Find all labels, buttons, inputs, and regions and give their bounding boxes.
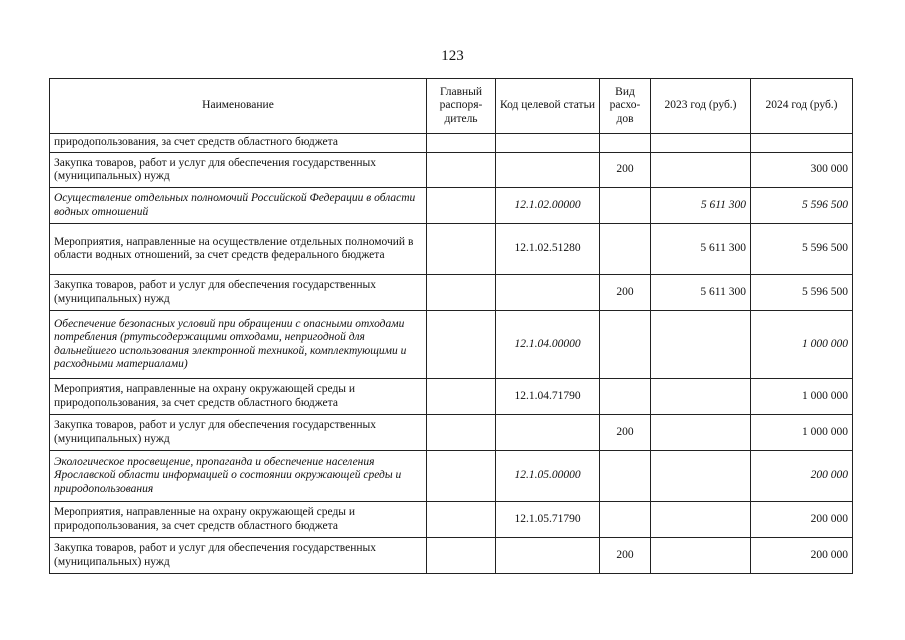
table-body [50,134,853,574]
row-name: Мероприятия, направленные на охрану окружающей среды и природопользования, за счет средств областного бюджета [50,502,427,538]
row-main-manager [427,451,496,502]
row-target-code: 12.1.04.00000 [496,311,600,379]
row-name: Экологическое просвещение, пропаганда и обеспечение населения Ярославской области информацией о состоянии окружающей среды и природопользования [50,451,427,502]
row-amount-2024: 5 596 500 [751,224,853,275]
row-main-manager [427,153,496,188]
row-expense-type [600,379,651,415]
header-expense-type: Вид расхо-дов [600,79,651,134]
row-main-manager [427,224,496,275]
row-amount-2024: 1 000 000 [751,415,853,451]
table-row [50,134,853,153]
row-main-manager [427,275,496,311]
row-name: Мероприятия, направленные на охрану окружающей среды и природопользования, за счет средств областного бюджета [50,379,427,415]
row-amount-2023 [651,311,751,379]
row-amount-2024: 300 000 [751,153,853,188]
row-amount-2023 [651,502,751,538]
row-expense-type [600,224,651,275]
row-expense-type [600,451,651,502]
row-expense-type: 200 [600,275,651,311]
row-target-code [496,153,600,188]
row-name: Закупка товаров, работ и услуг для обеспечения государственных (муниципальных) нужд [50,415,427,451]
row-main-manager [427,379,496,415]
row-main-manager [427,538,496,574]
table-row [50,415,853,451]
table-row [50,538,853,574]
row-expense-type: 200 [600,538,651,574]
table-row [50,224,853,275]
row-name: Мероприятия, направленные на осуществление отдельных полномочий в области водных отношений, за счет средств федерального бюджета [50,224,427,275]
row-expense-type [600,134,651,153]
table-row [50,311,853,379]
row-main-manager [427,311,496,379]
header-target-code: Код целевой статьи [496,79,600,134]
row-amount-2023 [651,153,751,188]
row-amount-2024: 5 596 500 [751,188,853,224]
table-header [50,79,853,134]
table-row [50,502,853,538]
row-amount-2023 [651,451,751,502]
row-amount-2023 [651,538,751,574]
row-expense-type [600,311,651,379]
row-target-code [496,415,600,451]
row-expense-type: 200 [600,153,651,188]
row-target-code: 12.1.05.00000 [496,451,600,502]
row-name: Обеспечение безопасных условий при обращении с опасными отходами потребления (ртутьсодержащими отходами, непригодной для дальнейшего использования электронной техникой, комплектующими и расходными материалами) [50,311,427,379]
table-row [50,451,853,502]
row-main-manager [427,134,496,153]
row-target-code [496,134,600,153]
row-amount-2024: 1 000 000 [751,311,853,379]
row-name: Закупка товаров, работ и услуг для обеспечения государственных (муниципальных) нужд [50,275,427,311]
header-2024: 2024 год (руб.) [751,79,853,134]
row-expense-type: 200 [600,415,651,451]
row-amount-2023 [651,379,751,415]
row-target-code: 12.1.04.71790 [496,379,600,415]
row-amount-2024: 200 000 [751,451,853,502]
row-amount-2024: 5 596 500 [751,275,853,311]
row-amount-2024: 200 000 [751,502,853,538]
row-name: Осуществление отдельных полномочий Российской Федерации в области водных отношений [50,188,427,224]
row-amount-2023 [651,134,751,153]
row-amount-2024: 1 000 000 [751,379,853,415]
row-target-code: 12.1.05.71790 [496,502,600,538]
row-name: Закупка товаров, работ и услуг для обеспечения государственных (муниципальных) нужд [50,153,427,188]
table-row [50,188,853,224]
row-target-code [496,275,600,311]
header-row [50,79,853,134]
table-row [50,153,853,188]
row-amount-2024 [751,134,853,153]
row-amount-2023: 5 611 300 [651,188,751,224]
budget-table [49,78,853,574]
row-amount-2023: 5 611 300 [651,275,751,311]
row-target-code [496,538,600,574]
row-expense-type [600,188,651,224]
table-row [50,379,853,415]
header-name: Наименование [50,79,427,134]
row-main-manager [427,188,496,224]
row-target-code: 12.1.02.51280 [496,224,600,275]
row-name: природопользования, за счет средств областного бюджета [50,134,427,153]
row-name: Закупка товаров, работ и услуг для обеспечения государственных (муниципальных) нужд [50,538,427,574]
row-expense-type [600,502,651,538]
row-amount-2024: 200 000 [751,538,853,574]
row-target-code: 12.1.02.00000 [496,188,600,224]
row-amount-2023: 5 611 300 [651,224,751,275]
row-main-manager [427,502,496,538]
row-amount-2023 [651,415,751,451]
table-row [50,275,853,311]
header-main-manager: Главный распоря-дитель [427,79,496,134]
header-2023: 2023 год (руб.) [651,79,751,134]
row-main-manager [427,415,496,451]
page-number: 123 [441,48,464,64]
